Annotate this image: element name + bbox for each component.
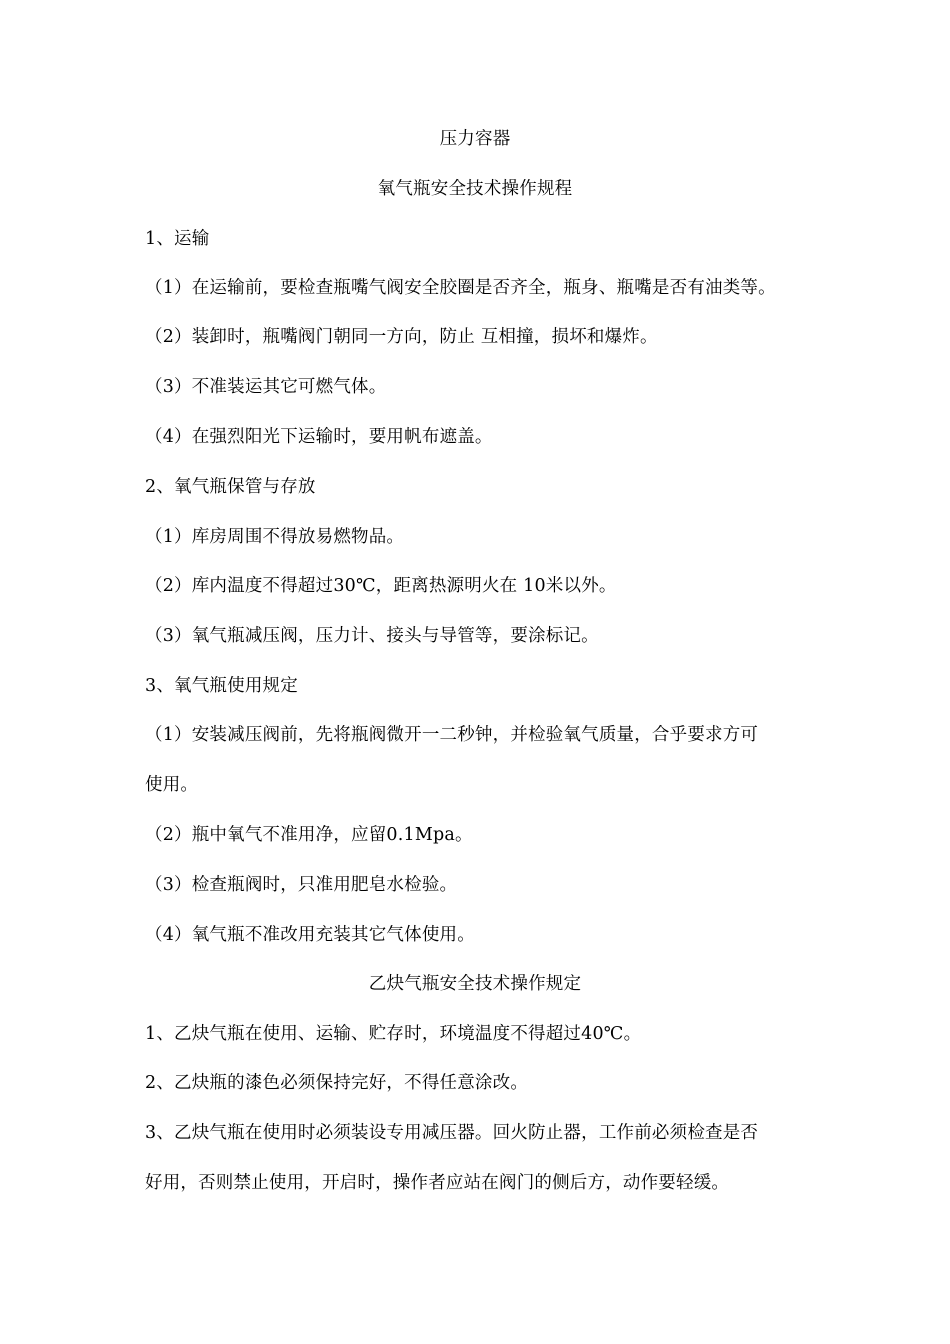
storage-item-1: （1）库房周围不得放易燃物品。 bbox=[145, 527, 405, 547]
storage-item-2: （2）库内温度不得超过30℃，距离热源明火在 10米以外。 bbox=[145, 576, 617, 596]
acetylene-item-2: 2、乙炔瓶的漆色必须保持完好，不得任意涂改。 bbox=[145, 1073, 529, 1093]
subheading-storage: 2、氧气瓶保管与存放 bbox=[145, 477, 316, 497]
subheading-usage: 3、氧气瓶使用规定 bbox=[145, 676, 298, 696]
usage-item-1: （1）安装减压阀前，先将瓶阀微开一二秒钟，并检验氧气质量，合乎要求方可 bbox=[145, 725, 759, 745]
storage-item-3: （3）氧气瓶减压阀，压力计、接头与导管等，要涂标记。 bbox=[145, 626, 599, 646]
acetylene-item-3: 3、乙炔气瓶在使用时必须装设专用减压器。回火防止器，工作前必须检查是否 bbox=[145, 1123, 759, 1143]
usage-item-2: （2）瓶中氧气不准用净，应留0.1Mpa。 bbox=[145, 825, 473, 845]
section-heading-oxygen: 氧气瓶安全技术操作规程 bbox=[377, 179, 573, 199]
transport-item-2: （2）装卸时，瓶嘴阀门朝同一方向，防止 互相撞，损坏和爆炸。 bbox=[145, 327, 658, 347]
usage-item-4: （4）氧气瓶不准改用充装其它气体使用。 bbox=[145, 925, 475, 945]
acetylene-item-1: 1、乙炔气瓶在使用、运输、贮存时，环境温度不得超过40℃。 bbox=[145, 1024, 642, 1044]
usage-item-1-continued: 使用。 bbox=[145, 775, 199, 795]
subheading-transport: 1、运输 bbox=[145, 229, 210, 249]
acetylene-item-3-continued: 好用，否则禁止使用，开启时，操作者应站在阀门的侧后方，动作要轻缓。 bbox=[145, 1173, 730, 1193]
transport-item-3: （3）不准装运其它可燃气体。 bbox=[145, 377, 387, 397]
section-heading-acetylene: 乙炔气瓶安全技术操作规定 bbox=[368, 974, 582, 994]
document-title: 压力容器 bbox=[439, 129, 511, 149]
transport-item-4: （4）在强烈阳光下运输时，要用帆布遮盖。 bbox=[145, 427, 493, 447]
usage-item-3: （3）检查瓶阀时，只准用肥皂水检验。 bbox=[145, 875, 458, 895]
transport-item-1: （1）在运输前，要检查瓶嘴气阀安全胶圈是否齐全，瓶身、瓶嘴是否有油类等。 bbox=[145, 278, 776, 298]
